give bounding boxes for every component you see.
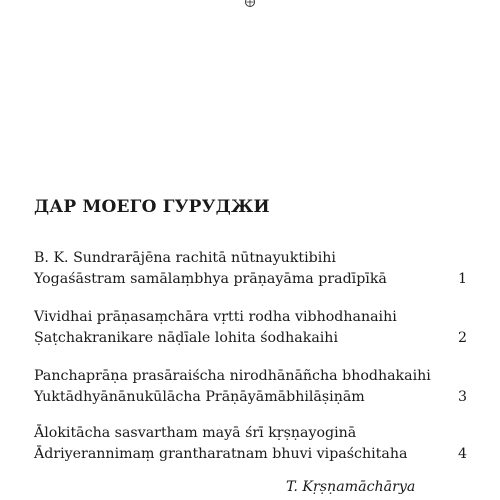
verse-line: B. K. Sundrarājēna rachitā nūtnayuktibihi [34, 250, 336, 266]
verse-line: Vividhai prāṇasaṃchāra vṛtti rodha vibhodhanaihi [34, 309, 397, 325]
verse-line: Ādriyerannimaṃ grantharatnam bhuvi vipaśchitaha [34, 446, 408, 462]
ornament-icon [244, 0, 256, 8]
verse-number: 4 [457, 446, 467, 462]
verse-line: Panchaprāṇa prasāraiścha nirodhānāñcha bhodhakaihi [34, 368, 431, 384]
verse-line: Yogaśāstram samālaṃbhya prāṇayāma pradīpīkā [34, 271, 387, 287]
author-signature: T. Kṛṣṇamāchārya [286, 479, 416, 495]
verse-line: Ālokitācha sasvartham mayā śrī kṛṣṇayoginā [34, 425, 357, 441]
verse-number: 3 [457, 389, 467, 405]
verse-number: 2 [457, 330, 467, 346]
page-title: ДАР МОЕГО ГУРУДЖИ [34, 197, 270, 217]
verse-1 [34, 248, 467, 307]
verse-line: Ṣaṭchakranikare nāḍīale lohita śodhakaihi [34, 330, 338, 346]
verse-line: Yuktādhyānānukūlācha Prāṇāyāmābhilāṣiṇām [34, 389, 365, 405]
verse-2 [34, 307, 467, 366]
verse-number: 1 [457, 271, 467, 287]
verse-3 [34, 366, 467, 423]
verse-4 [34, 423, 467, 480]
verse-list [34, 248, 467, 480]
